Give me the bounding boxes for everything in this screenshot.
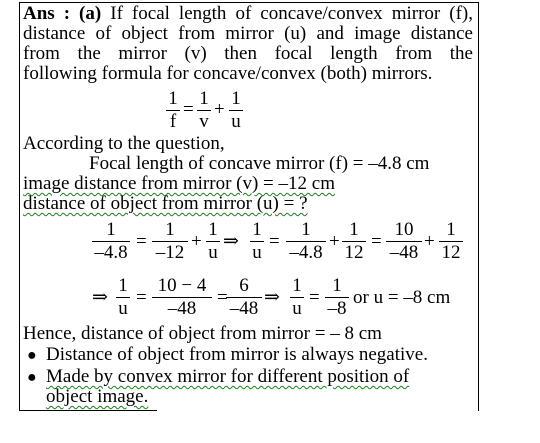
eq1-term-1 <box>92 220 130 263</box>
para-line-4: following formula for concave/convex (both) mirrors. <box>23 63 433 84</box>
eq1-t3-den: u <box>208 242 218 263</box>
eq2-t1-den: u <box>118 298 128 319</box>
object-distance-text: distance of object from mirror (u) = ? <box>23 193 308 214</box>
bullet-text-3 <box>46 387 148 407</box>
eq1-equals-2: = <box>269 231 280 252</box>
object-distance-line <box>23 194 308 214</box>
answer-box-bottom-edge <box>19 410 157 411</box>
eq1-term-6 <box>342 220 366 263</box>
eq1-t4-den: u <box>252 242 262 263</box>
eq1-term-4 <box>250 220 264 263</box>
eq2-equals-2: = <box>217 287 228 308</box>
eq1-term-3 <box>206 220 220 263</box>
eq1-t1-num: 1 <box>106 219 116 240</box>
eq2-equals-1: = <box>136 287 147 308</box>
ans-label: Ans : (a) <box>23 3 102 24</box>
eq1-t4-num: 1 <box>252 219 262 240</box>
eq2-t4-den: u <box>292 298 302 319</box>
eq1-equals-1: = <box>136 231 147 252</box>
eq1-t8-den: 12 <box>441 242 461 263</box>
eq1-t1-den: –4.8 <box>94 242 128 263</box>
formula-lhs-den: f <box>169 111 177 132</box>
eq2-result: or u = –8 cm <box>353 287 451 308</box>
formula-term-v-den: v <box>199 111 209 132</box>
eq1-term-5 <box>286 220 326 263</box>
eq1-t6-den: 12 <box>344 242 364 263</box>
eq2-t3-num: 6 <box>239 275 249 296</box>
eq2-t3-den: –48 <box>229 298 259 319</box>
eq1-plus-2: + <box>329 231 340 252</box>
formula-term-u-den: u <box>231 111 241 132</box>
according-line: According to the question, <box>23 133 225 154</box>
para-line-1 <box>23 4 473 24</box>
eq1-t6-num: 1 <box>349 219 359 240</box>
eq2-t4-num: 1 <box>292 275 302 296</box>
eq1-equals-3: = <box>371 231 382 252</box>
eq2-t2-den: –48 <box>167 298 197 319</box>
eq1-term-2 <box>152 220 188 263</box>
eq1-t5-den: –4.8 <box>289 242 323 263</box>
para-line-2 <box>23 24 473 44</box>
formula-term-v <box>197 89 211 132</box>
eq2-equals-3: = <box>309 287 320 308</box>
eq2-term-1 <box>116 276 130 319</box>
eq2-term-2 <box>152 276 212 319</box>
image-distance-line <box>23 174 335 194</box>
para-line-3-text: from the mirror (v) then focal length from the <box>23 43 473 64</box>
formula-lhs-num: 1 <box>168 88 178 109</box>
image-distance-text: image distance from mirror (v) = –12 cm <box>23 173 335 194</box>
eq2-t5-num: 1 <box>332 275 342 296</box>
eq1-t2-num: 1 <box>165 219 175 240</box>
formula-term-u-num: 1 <box>231 88 241 109</box>
eq1-t7-num: 10 <box>394 219 414 240</box>
eq2-t5-den: –8 <box>327 298 347 319</box>
bullet-dot-1: ● <box>27 347 37 364</box>
para-line-2-text: distance of object from mirror (u) and image distance <box>23 23 473 44</box>
eq1-implies-arrow: ⇒ <box>223 231 239 252</box>
bullet-text-3-span: object image. <box>46 386 149 407</box>
bullet-text-2-span: Made by convex mirror for different position of <box>46 366 410 387</box>
para-line-1-text: If focal length of concave/convex mirror (f), <box>110 3 473 24</box>
eq2-term-3 <box>226 276 262 319</box>
eq1-t7-den: –48 <box>389 242 419 263</box>
focal-length-line: Focal length of concave mirror (f) = –4.8 cm <box>89 153 430 174</box>
eq1-term-8 <box>439 220 463 263</box>
eq2-t2-num: 10 − 4 <box>157 275 207 296</box>
eq1-term-7 <box>386 220 422 263</box>
eq1-t3-num: 1 <box>208 219 218 240</box>
bullet-text-2 <box>46 367 409 387</box>
formula-equals: = <box>183 99 194 120</box>
eq2-implies-arrow-1: ⇒ <box>92 287 108 308</box>
eq1-plus-3: + <box>424 231 435 252</box>
eq1-t5-num: 1 <box>301 219 311 240</box>
formula-term-u <box>229 89 243 132</box>
formula-lhs <box>166 89 180 132</box>
eq1-plus-1: + <box>191 231 202 252</box>
bullet-dot-2: ● <box>27 369 37 386</box>
eq2-t1-num: 1 <box>118 275 128 296</box>
formula-term-v-num: 1 <box>199 88 209 109</box>
eq2-implies-arrow-2: ⇒ <box>264 287 280 308</box>
bullet-text-1: Distance of object from mirror is always negative. <box>46 344 428 365</box>
eq2-term-5 <box>325 276 349 319</box>
eq2-term-4 <box>290 276 304 319</box>
para-line-3 <box>23 44 473 64</box>
formula-plus: + <box>214 99 225 120</box>
eq1-t2-den: –12 <box>155 242 185 263</box>
hence-line: Hence, distance of object from mirror = – 8 cm <box>23 323 382 344</box>
eq1-t8-num: 1 <box>446 219 456 240</box>
